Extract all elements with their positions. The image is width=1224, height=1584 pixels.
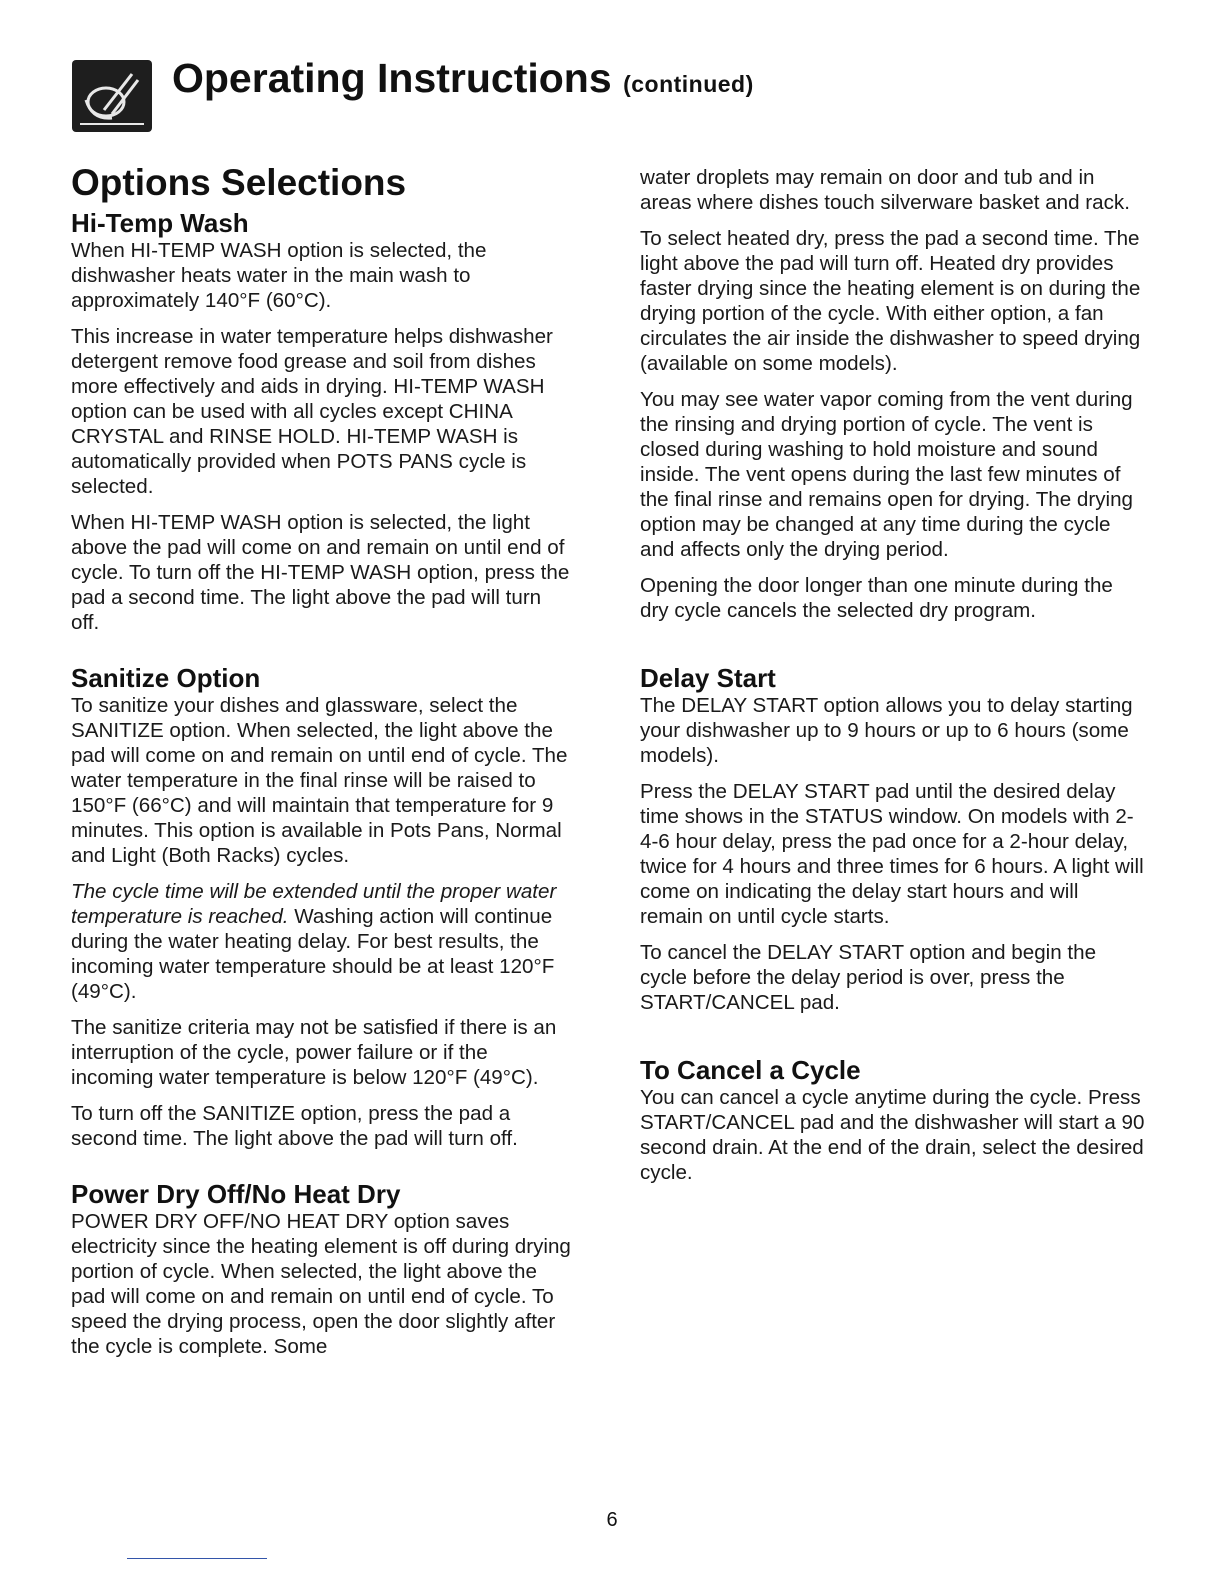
delay-paragraph-1: The DELAY START option allows you to delay starting your dishwasher up to 9 hours or up to 6 hours (some models). (640, 694, 1133, 767)
powerdry-paragraph-2: To select heated dry, press the pad a second time. The light above the pad will turn off. Heated dry provides faster drying since the heating element is on during the drying portion of the cycle. With either option, a fan circulates the air inside the dishwasher to speed drying (available on some models). (640, 227, 1141, 375)
delay-heading: Delay Start (640, 663, 776, 693)
sanitize-paragraph-3: The sanitize criteria may not be satisfied if there is an interruption of the cycle, power failure or if the incoming water temperature is below 120°F (49°C). (71, 1016, 557, 1089)
page-header (72, 52, 1152, 132)
cancel-section (640, 1055, 1145, 1185)
title-suffix: (continued) (623, 71, 754, 97)
powerdry-heading: Power Dry Off/No Heat Dry (71, 1179, 401, 1209)
powerdry-paragraph-4: Opening the door longer than one minute during the dry cycle cancels the selected dry program. (640, 574, 1113, 622)
hitemp-paragraph-1: When HI-TEMP WASH option is selected, the dishwasher heats water in the main wash to approximately 140°F (60°C). (71, 239, 487, 312)
powerdry-paragraph-1: POWER DRY OFF/NO HEAT DRY option saves electricity since the heating element is off during drying portion of cycle. When selected, the light above the pad will come on and remain on until end of cycle. To speed the drying process, open the door slightly after the cycle is complete. Some (71, 1210, 571, 1358)
sanitize-italic-note: The cycle time will be extended until the proper water temperature is reached. (71, 880, 557, 928)
delay-paragraph-2: Press the DELAY START pad until the desired delay time shows in the STATUS window. On models with 2-4-6 hour delay, press the pad once for a 2-hour delay, twice for 4 hours and three times for 6 hours. A light will come on indicating the delay start hours and will remain on until cycle starts. (640, 780, 1144, 928)
delay-paragraph-3: To cancel the DELAY START option and begin the cycle before the delay period is over, press the START/CANCEL pad. (640, 941, 1097, 1014)
page-number: 6 (606, 1509, 618, 1531)
right-column (640, 165, 1145, 1196)
sanitize-section (71, 663, 571, 1151)
options-heading: Options Selections (71, 162, 407, 203)
hitemp-paragraph-2: This increase in water temperature helps dishwasher detergent remove food grease and soil from dishes more effectively and aids in drying. HI-TEMP WASH option can be used with all cycles except CHINA CRYSTAL and RINSE HOLD. HI-TEMP WASH is automatically provided when POTS PANS cycle is selected. (71, 325, 553, 498)
cancel-paragraph-1: You can cancel a cycle anytime during the cycle. Press START/CANCEL pad and the dishwasher will start a 90 second drain. At the end of the drain, select the desired cycle. (640, 1086, 1145, 1184)
sanitize-paragraph-2-rest: Washing action will continue during the water heating delay. For best results, the incoming water temperature should be at least 120°F (49°C). (71, 905, 555, 1003)
powerdry-paragraph-1-continued: water droplets may remain on door and tub and in areas where dishes touch silverware basket and rack. (640, 166, 1130, 214)
sanitize-paragraph-1: To sanitize your dishes and glassware, select the SANITIZE option. When selected, the light above the pad will come on and remain on until end of cycle. The water temperature in the final rinse will be raised to 150°F (66°C) and will maintain that temperature for 9 minutes. This option is available in Pots Pans, Normal and Light (Both Racks) cycles. (71, 694, 568, 867)
footer-rule (127, 1558, 267, 1559)
page-title (172, 52, 754, 110)
delay-section (640, 663, 1145, 1015)
powerdry-section (71, 1179, 571, 1359)
left-column (71, 160, 571, 1370)
powerdry-paragraph-3: You may see water vapor coming from the vent during the rinsing and drying portion of cycle. The vent is closed during washing to hold moisture and sound inside. The vent opens during the last few minutes of the final rinse and remains open for drying. The drying option may be changed at any time during the cycle and affects only the drying period. (640, 388, 1134, 561)
hitemp-heading: Hi-Temp Wash (71, 208, 249, 238)
dish-tray-icon (72, 60, 152, 132)
title-main: Operating Instructions (172, 55, 612, 101)
sanitize-heading: Sanitize Option (71, 663, 261, 693)
cancel-heading: To Cancel a Cycle (640, 1055, 861, 1085)
hitemp-paragraph-3: When HI-TEMP WASH option is selected, the light above the pad will come on and remain on until end of cycle. To turn off the HI-TEMP WASH option, press the pad a second time. The light above the pad will turn off. (71, 511, 570, 634)
sanitize-paragraph-4: To turn off the SANITIZE option, press the pad a second time. The light above the pad will turn off. (71, 1102, 518, 1150)
sanitize-paragraph-2 (71, 879, 571, 1004)
